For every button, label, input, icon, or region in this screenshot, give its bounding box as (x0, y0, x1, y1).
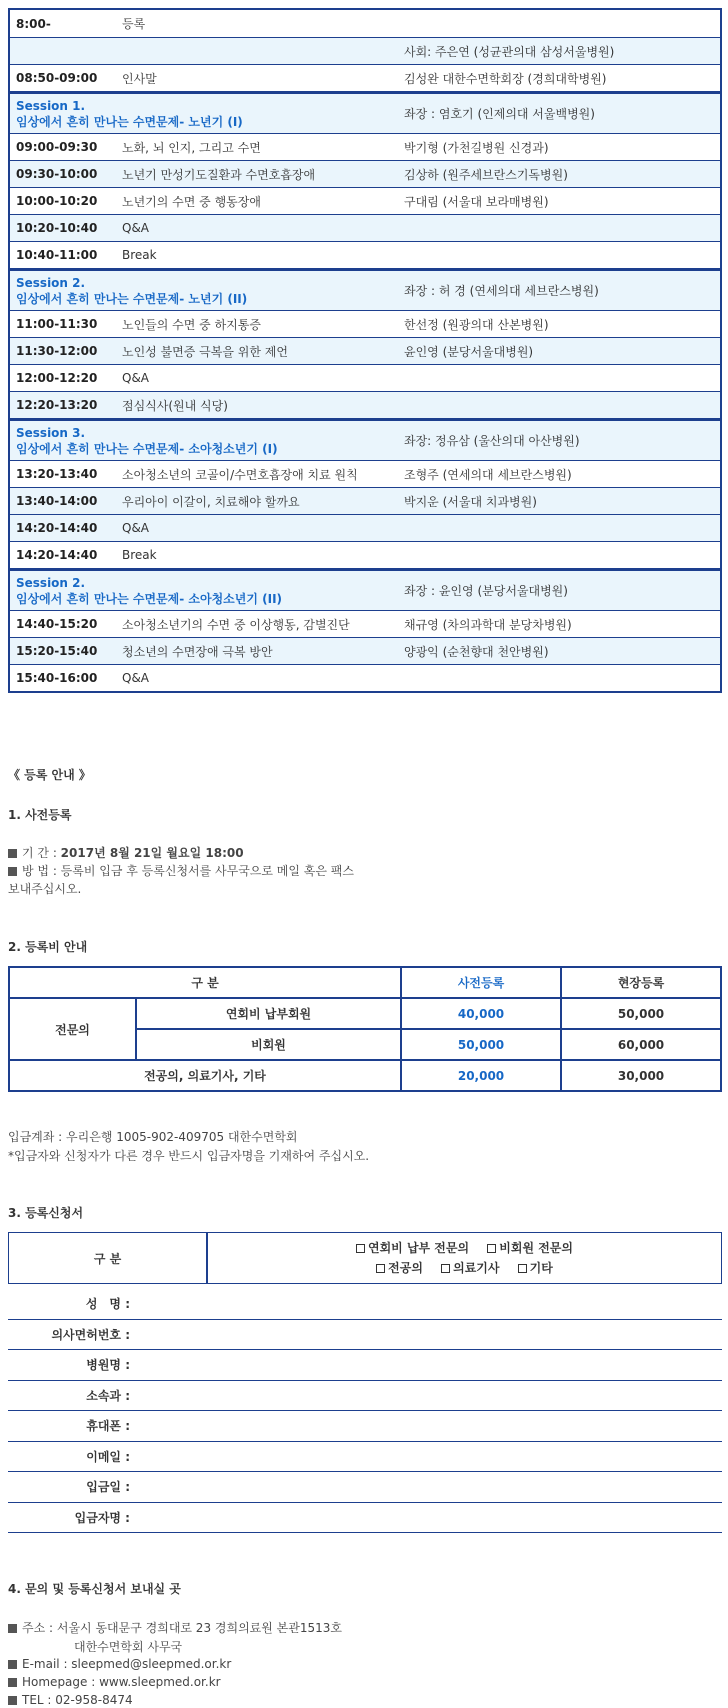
schedule-time: 13:40-14:00 (16, 494, 98, 508)
schedule-row (10, 487, 720, 514)
pre-registration-heading: 1. 사전등록 (8, 808, 72, 822)
form-field-label: 병원명 : (86, 1358, 130, 1373)
session-title (10, 575, 404, 607)
schedule-speaker: 채규영 (차의과학대 분당차병원) (404, 617, 572, 632)
schedule-title: Q&A (122, 671, 150, 685)
option-resident-label: 전공의 (388, 1261, 423, 1275)
form-field-row[interactable] (8, 1411, 722, 1442)
schedule-time: 12:00-12:20 (16, 371, 98, 385)
schedule-row (10, 10, 720, 37)
method-text: 방 법 : 등록비 입금 후 등록신청서를 사무국으로 메일 혹은 팩스 (22, 864, 354, 878)
schedule-time: 11:00-11:30 (16, 317, 98, 331)
form-field-label: 의사면허번호 : (51, 1327, 130, 1342)
schedule-time: 10:20-10:40 (16, 221, 98, 235)
schedule-time: 13:20-13:40 (16, 467, 98, 481)
schedule-time: 12:20-13:20 (16, 398, 98, 412)
schedule-title: 점심식사(원내 식당) (122, 398, 228, 413)
email-text[interactable]: E-mail : sleepmed@sleepmed.or.kr (22, 1657, 232, 1671)
fee-nonmember-onsite: 60,000 (561, 1029, 721, 1060)
schedule-title: 소아청소년의 코골이/수면호흡장애 치료 원칙 (122, 467, 358, 482)
address-line-2: 대한수면학회 사무국 (74, 1640, 183, 1654)
tel-text: TEL : 02-958-8474 (22, 1693, 133, 1707)
tel-line (8, 1693, 133, 1707)
registration-heading: 《 등록 안내 》 (8, 768, 91, 782)
form-field-row[interactable] (8, 1503, 722, 1534)
fee-nonmember-label: 비회원 (136, 1029, 401, 1060)
period-label: 기 간 : (22, 846, 61, 860)
fee-member-label: 연회비 납부회원 (136, 998, 401, 1029)
schedule-title: 노화, 뇌 인지, 그리고 수면 (122, 140, 261, 155)
schedule-table (8, 8, 722, 693)
schedule-time: 09:00-09:30 (16, 140, 98, 154)
bullet-square-icon (8, 1624, 17, 1633)
session-header-row (10, 91, 720, 133)
fee-specialist-label: 전문의 (9, 998, 136, 1060)
form-field-label: 휴대폰 : (86, 1419, 130, 1434)
period-line (8, 844, 244, 861)
schedule-title: 소아청소년기의 수면 중 이상행동, 감별진단 (122, 617, 350, 632)
bullet-square-icon (8, 849, 17, 858)
schedule-title: 인사말 (122, 71, 157, 86)
form-field-row[interactable] (8, 1289, 722, 1320)
schedule-row (10, 241, 720, 268)
form-category-options (208, 1233, 721, 1283)
account-note: *입금자와 신청자가 다른 경우 반드시 입금자명을 기재하여 주십시오. (8, 1149, 370, 1163)
bullet-square-icon (8, 1660, 17, 1669)
fee-heading: 2. 등록비 안내 (8, 940, 88, 954)
schedule-row (10, 664, 720, 691)
address-text: 주소 : 서울시 동대문구 경희대로 23 경희의료원 본관1513호 (22, 1621, 342, 1635)
option-technician[interactable] (441, 1261, 499, 1275)
schedule-speaker: 조형주 (연세의대 세브란스병원) (404, 467, 572, 482)
schedule-time: 10:40-11:00 (16, 248, 98, 262)
form-field-row[interactable] (8, 1320, 722, 1351)
form-field-row[interactable] (8, 1442, 722, 1473)
schedule-title: 노년기의 수면 중 행동장애 (122, 194, 261, 209)
form-fields (8, 1289, 722, 1533)
session-header-row (10, 418, 720, 460)
option-other[interactable] (518, 1261, 553, 1275)
schedule-title: Q&A (122, 371, 150, 385)
schedule-speaker: 박지운 (서울대 치과병원) (404, 494, 537, 509)
schedule-row (10, 541, 720, 568)
schedule-time: 11:30-12:00 (16, 344, 98, 358)
form-category-row (8, 1232, 722, 1284)
form-field-label: 소속과 : (86, 1388, 130, 1403)
bullet-square-icon (8, 1678, 17, 1687)
session-topic: 임상에서 흔히 만나는 수면문제- 소아청소년기 (I) (16, 441, 278, 456)
form-heading: 3. 등록신청서 (8, 1206, 84, 1220)
fee-nonmember-pre: 50,000 (401, 1029, 561, 1060)
schedule-row (10, 637, 720, 664)
schedule-row (10, 160, 720, 187)
fee-member-pre: 40,000 (401, 998, 561, 1029)
schedule-speaker: 한선정 (원광의대 산본병원) (404, 317, 549, 332)
form-field-row[interactable] (8, 1381, 722, 1412)
account-info: 입금계좌 : 우리은행 1005-902-409705 대한수면학회 (8, 1130, 298, 1144)
schedule-time: 8:00- (16, 16, 51, 31)
schedule-row (10, 337, 720, 364)
option-nonmember-specialist[interactable] (487, 1241, 573, 1255)
schedule-row (10, 364, 720, 391)
schedule-time: 15:40-16:00 (16, 671, 98, 685)
fee-row-others (9, 1060, 721, 1091)
schedule-row (10, 391, 720, 418)
form-field-label: 입금일 : (86, 1480, 130, 1495)
schedule-row (10, 610, 720, 637)
checkbox-icon[interactable] (356, 1244, 365, 1253)
schedule-speaker: 사회: 주은연 (성균관의대 삼성서울병원) (404, 44, 615, 59)
form-field-row[interactable] (8, 1350, 722, 1381)
fee-header-row (9, 967, 721, 998)
schedule-title: Q&A (122, 221, 150, 235)
session-header-row (10, 268, 720, 310)
period-value: 2017년 8월 21일 월요일 18:00 (60, 846, 244, 860)
schedule-speaker: 양광익 (순천향대 천안병원) (404, 644, 549, 659)
schedule-speaker: 김상하 (원주세브란스기독병원) (404, 167, 568, 182)
schedule-title: Break (122, 548, 157, 562)
fee-others-label: 전공의, 의료기사, 기타 (9, 1060, 401, 1091)
schedule-row (10, 460, 720, 487)
checkbox-icon[interactable] (376, 1264, 385, 1273)
session-topic: 임상에서 흔히 만나는 수면문제- 소아청소년기 (II) (16, 591, 283, 606)
session-chair: 좌장: 정유삼 (울산의대 아산병원) (404, 434, 580, 448)
schedule-speaker: 윤인영 (분당서울대병원) (404, 344, 534, 359)
option-technician-label: 의료기사 (453, 1261, 500, 1275)
checkbox-icon[interactable] (487, 1244, 496, 1253)
option-nonmember-label: 비회원 전문의 (499, 1241, 573, 1255)
homepage-text[interactable]: Homepage : www.sleepmed.or.kr (22, 1675, 221, 1689)
schedule-title: 노인들의 수면 중 하지통증 (122, 317, 261, 332)
schedule-speaker: 구대림 (서울대 보라매병원) (404, 194, 549, 209)
method-line (8, 862, 354, 879)
session-number: Session 2. (16, 575, 86, 590)
schedule-title: 청소년의 수면장애 극복 방안 (122, 644, 273, 659)
fee-header-pre: 사전등록 (401, 967, 561, 998)
contact-heading: 4. 문의 및 등록신청서 보내실 곳 (8, 1582, 181, 1596)
option-resident[interactable] (376, 1261, 423, 1275)
schedule-title: 등록 (122, 17, 146, 31)
schedule-row (10, 187, 720, 214)
bullet-square-icon (8, 867, 17, 876)
session-title (10, 275, 404, 307)
form-field-label: 입금자명 : (74, 1510, 130, 1525)
schedule-speaker: 김성완 대한수면학회장 (경희대학병원) (404, 71, 607, 86)
schedule-time: 14:20-14:40 (16, 548, 98, 562)
option-member-label: 연회비 납부 전문의 (367, 1241, 470, 1255)
schedule-speaker: 박기형 (가천길병원 신경과) (404, 140, 549, 155)
fee-header-onsite: 현장등록 (561, 967, 721, 998)
session-title (10, 425, 404, 457)
form-field-row[interactable] (8, 1472, 722, 1503)
session-chair: 좌장 : 허 경 (연세의대 세브란스병원) (404, 284, 599, 298)
address-line (8, 1619, 342, 1636)
schedule-row (10, 310, 720, 337)
schedule-time: 14:20-14:40 (16, 521, 98, 535)
fee-table (8, 966, 722, 1092)
schedule-title: 노년기 만성기도질환과 수면호흡장애 (122, 167, 316, 182)
session-chair: 좌장 : 염호기 (인제의대 서울백병원) (404, 107, 595, 121)
bullet-square-icon (8, 1696, 17, 1705)
method-line-2: 보내주십시오. (8, 882, 82, 896)
schedule-time: 15:20-15:40 (16, 644, 98, 658)
schedule-row (10, 64, 720, 91)
schedule-time: 09:30-10:00 (16, 167, 98, 181)
session-number: Session 3. (16, 425, 86, 440)
fee-others-pre: 20,000 (401, 1060, 561, 1091)
checkbox-icon[interactable] (518, 1264, 527, 1273)
option-member-specialist[interactable] (356, 1241, 469, 1255)
form-field-label: 이메일 : (86, 1449, 130, 1464)
schedule-row (10, 37, 720, 64)
fee-member-onsite: 50,000 (561, 998, 721, 1029)
form-category-label: 구 분 (9, 1233, 208, 1283)
schedule-time: 14:40-15:20 (16, 617, 98, 631)
schedule-title: 우리아이 이갈이, 치료해야 할까요 (122, 494, 300, 509)
schedule-time: 10:00-10:20 (16, 194, 98, 208)
schedule-row (10, 133, 720, 160)
fee-row-member (9, 998, 721, 1029)
session-title (10, 98, 404, 130)
schedule-row (10, 514, 720, 541)
fee-others-onsite: 30,000 (561, 1060, 721, 1091)
fee-header-category: 구 분 (9, 967, 401, 998)
session-topic: 임상에서 흔히 만나는 수면문제- 노년기 (II) (16, 291, 248, 306)
session-topic: 임상에서 흔히 만나는 수면문제- 노년기 (I) (16, 114, 243, 129)
form-field-label: 성 명 : (85, 1297, 130, 1312)
schedule-title: 노인성 불면증 극복을 위한 제언 (122, 344, 288, 359)
email-line (8, 1657, 231, 1671)
session-header-row (10, 568, 720, 610)
schedule-row (10, 214, 720, 241)
option-other-label: 기타 (529, 1261, 553, 1275)
checkbox-icon[interactable] (441, 1264, 450, 1273)
homepage-line (8, 1675, 221, 1689)
schedule-title: Q&A (122, 521, 150, 535)
schedule-title: Break (122, 248, 157, 262)
session-number: Session 2. (16, 275, 86, 290)
session-chair: 좌장 : 윤인영 (분당서울대병원) (404, 584, 568, 598)
session-number: Session 1. (16, 98, 86, 113)
schedule-time: 08:50-09:00 (16, 71, 98, 85)
